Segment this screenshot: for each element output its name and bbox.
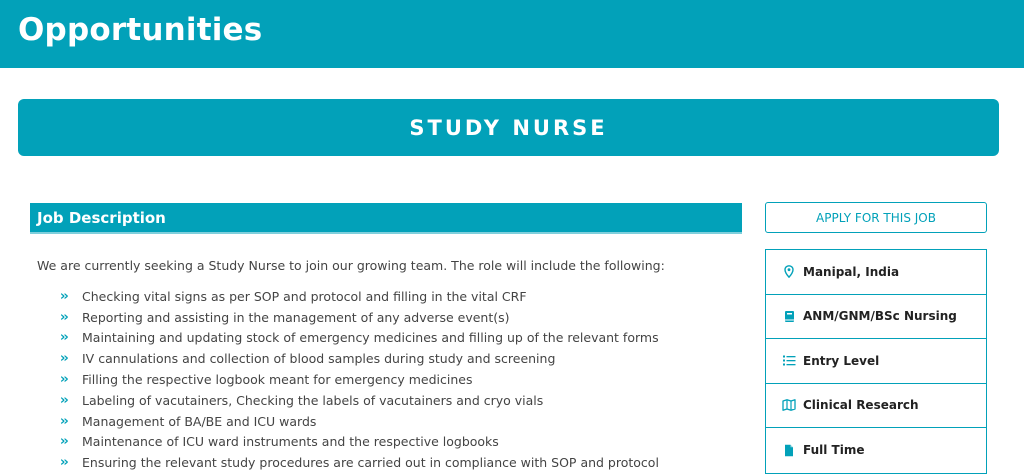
list-item: ›› Checking vital signs as per SOP and protocol and filling in the vital CRF bbox=[60, 288, 527, 304]
list-item: ›› Reporting and assisting in the management of any adverse event(s) bbox=[60, 309, 510, 325]
double-chevron-right-icon: ›› bbox=[60, 372, 67, 388]
map-icon bbox=[781, 398, 797, 412]
duties-list bbox=[60, 286, 659, 473]
page-title: Opportunities bbox=[18, 12, 263, 48]
document-icon bbox=[781, 443, 797, 457]
apply-for-job-button[interactable]: APPLY FOR THIS JOB bbox=[765, 202, 987, 233]
double-chevron-right-icon: ›› bbox=[60, 309, 67, 325]
job-qualification: ANM/GNM/BSc Nursing bbox=[766, 295, 986, 340]
list-icon bbox=[781, 354, 797, 368]
list-item: ›› Filling the respective logbook meant for emergency medicines bbox=[60, 372, 473, 388]
job-level: Entry Level bbox=[766, 339, 986, 384]
job-description-heading bbox=[30, 203, 742, 234]
double-chevron-right-icon: ›› bbox=[60, 330, 67, 346]
job-title: STUDY NURSE bbox=[409, 115, 608, 140]
job-details-panel bbox=[765, 249, 987, 474]
list-item: ›› IV cannulations and collection of blood samples during study and screening bbox=[60, 351, 556, 367]
list-item: ›› Labeling of vacutainers, Checking the labels of vacutainers and cryo vials bbox=[60, 392, 544, 408]
double-chevron-right-icon: ›› bbox=[60, 455, 67, 471]
job-description-heading-text: Job Description bbox=[37, 209, 166, 227]
header-bar bbox=[0, 0, 1024, 68]
double-chevron-right-icon: ›› bbox=[60, 288, 67, 304]
job-location: Manipal, India bbox=[766, 250, 986, 295]
list-item: ›› Management of BA/BE and ICU wards bbox=[60, 413, 317, 429]
list-item: ›› Ensuring the relevant study procedures are carried out in compliance with SOP and protocol bbox=[60, 455, 659, 471]
location-pin-icon bbox=[781, 265, 797, 279]
book-icon bbox=[781, 309, 797, 323]
list-item: ›› Maintaining and updating stock of emergency medicines and filling up of the relevant forms bbox=[60, 330, 659, 346]
job-type: Full Time bbox=[766, 428, 986, 473]
double-chevron-right-icon: ›› bbox=[60, 434, 67, 450]
job-intro-text: We are currently seeking a Study Nurse to join our growing team. The role will include the following: bbox=[37, 258, 665, 273]
double-chevron-right-icon: ›› bbox=[60, 392, 67, 408]
double-chevron-right-icon: ›› bbox=[60, 413, 67, 429]
double-chevron-right-icon: ›› bbox=[60, 351, 67, 367]
list-item: ›› Maintenance of ICU ward instruments and the respective logbooks bbox=[60, 434, 499, 450]
job-title-banner bbox=[18, 99, 999, 156]
job-department: Clinical Research bbox=[766, 384, 986, 429]
